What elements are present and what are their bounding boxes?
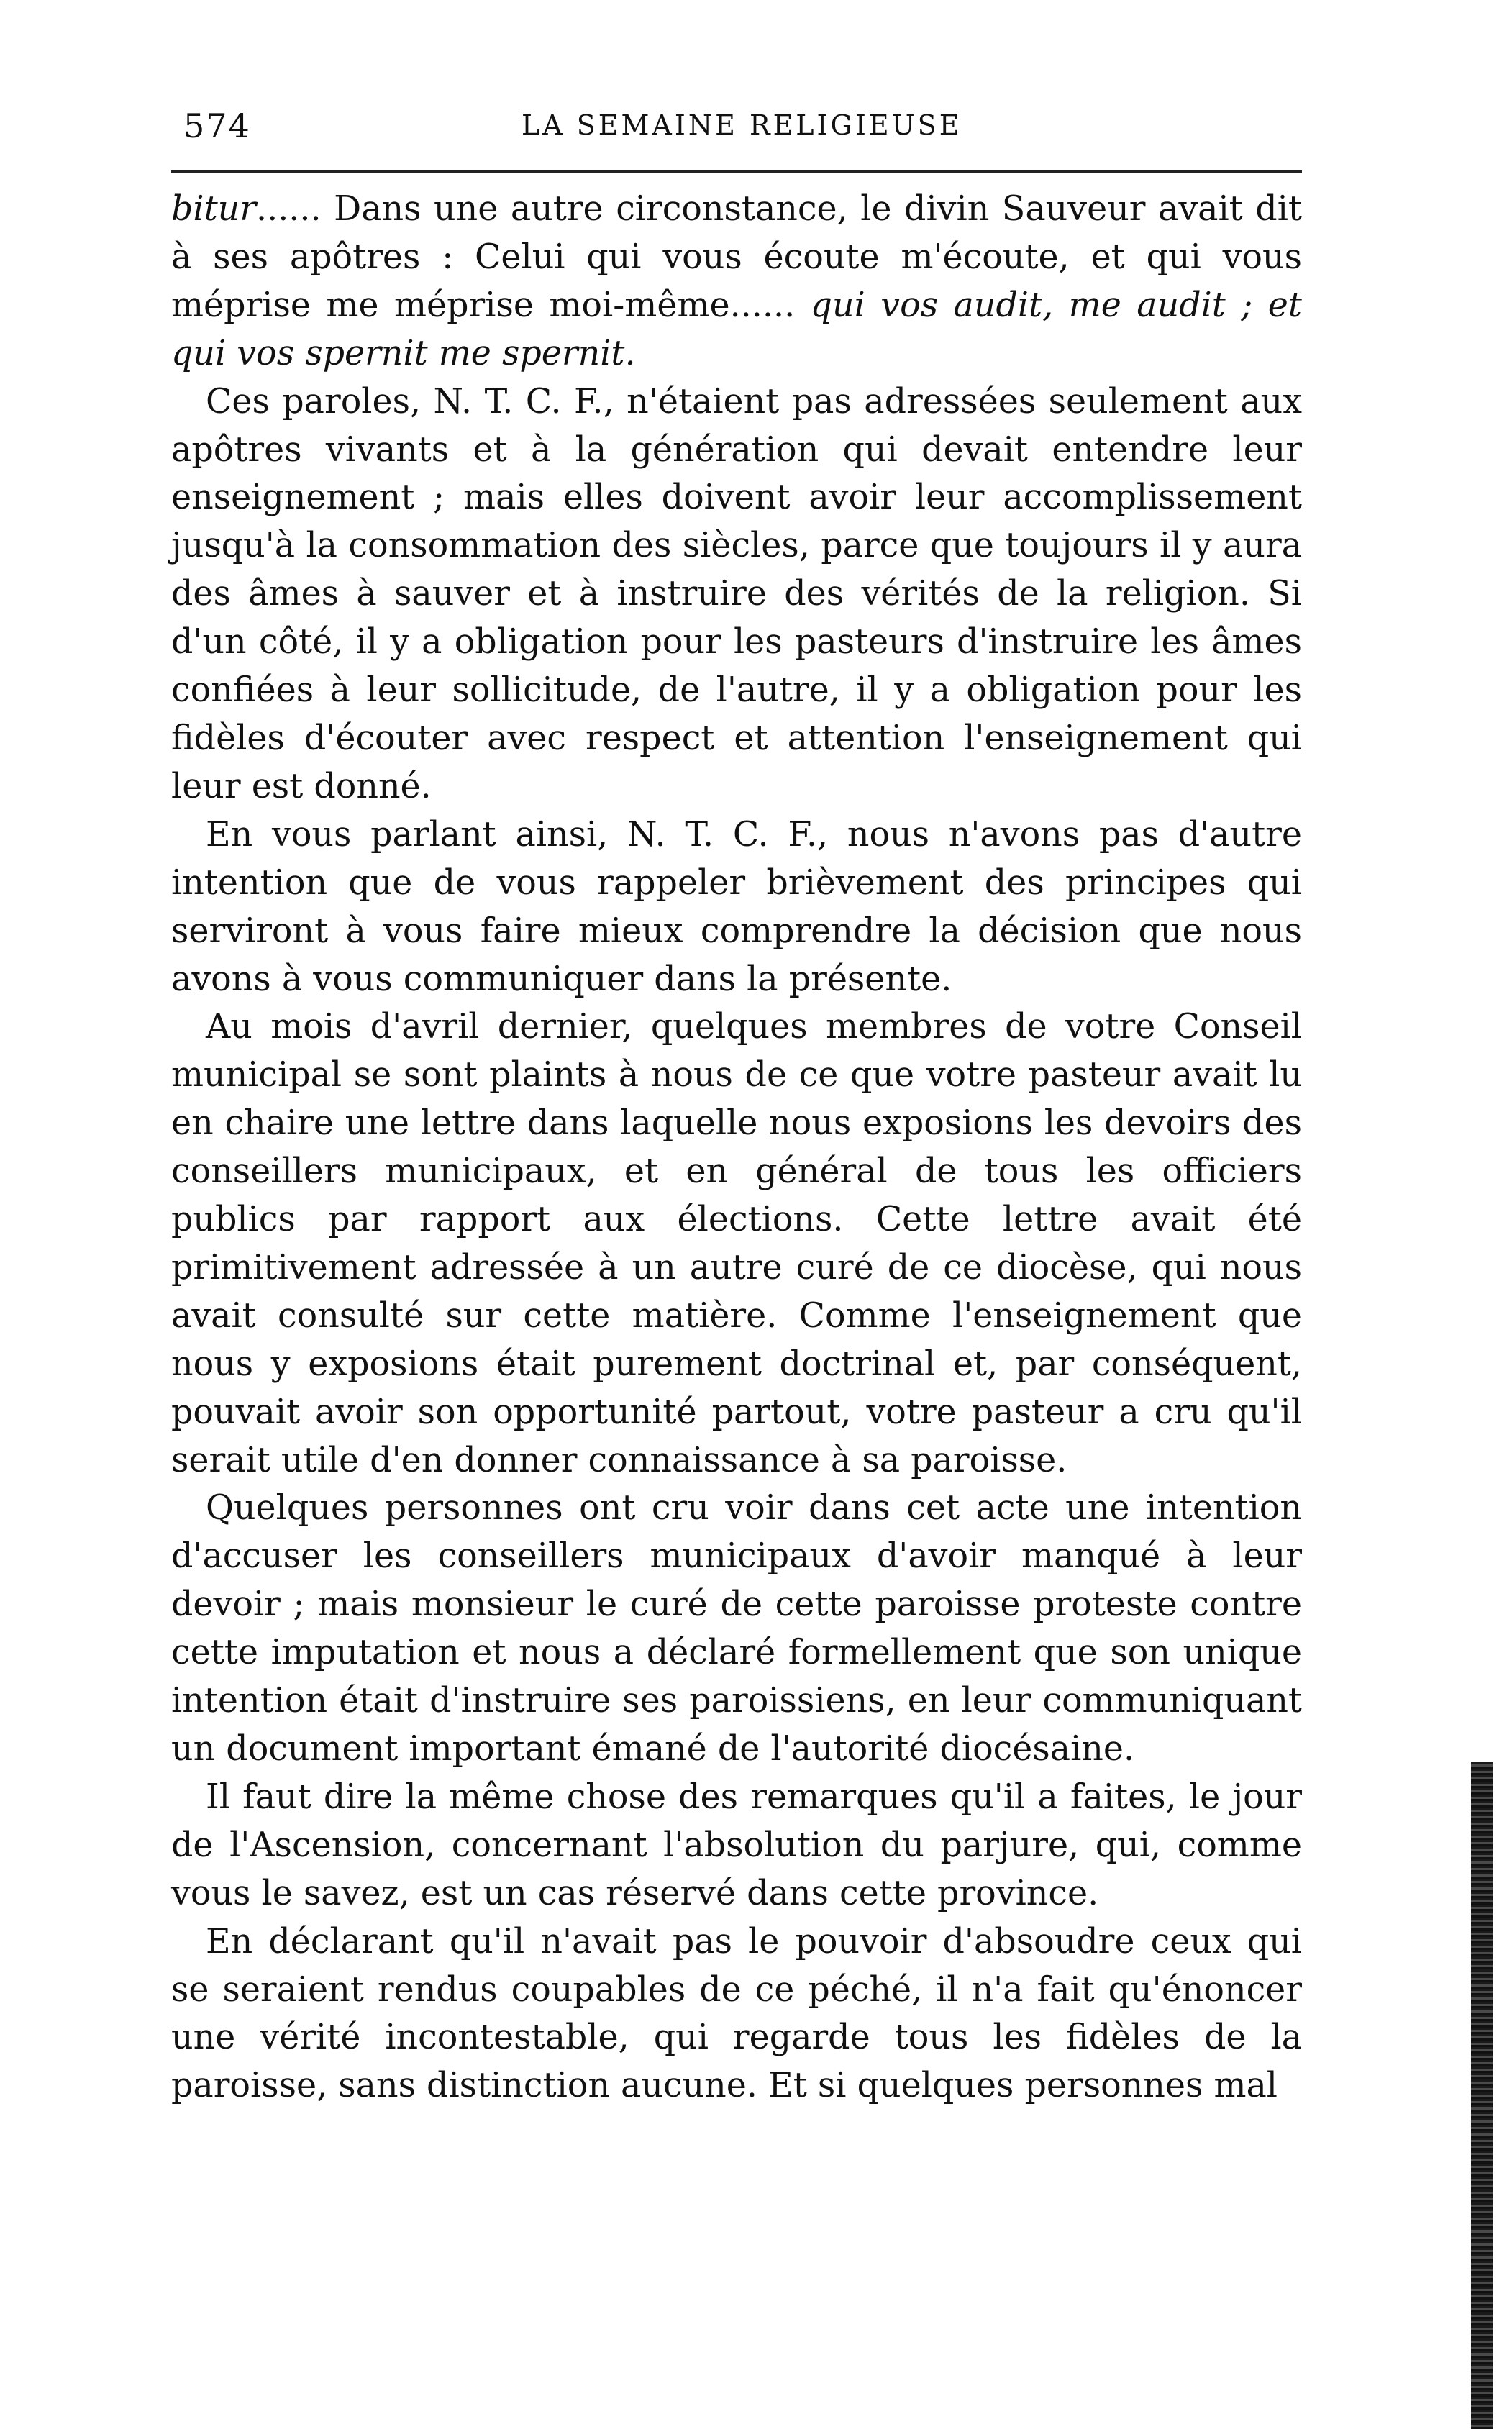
paragraph-p6 xyxy=(171,1774,1302,1918)
page-number: 574 xyxy=(183,106,251,145)
paragraph-p5 xyxy=(171,1485,1302,1773)
paragraph-text: Ces paroles, N. T. C. F., n'étaient pas adressées seulement aux apôtres vivants et à la génération qui devait entendre leur enseignement ; mais elles doivent avoir leur accomplissement jusqu'à la consommation des siècles, parce que toujours il y aura des âmes à sauver et à instruire des vérités de la religion. Si d'un côté, il y a obligation pour les pasteurs d'instruire les âmes confiées à leur sollicitude, de l'autre, il y a obligation pour les fidèles d'écouter avec respect et attention l'enseignement qui leur est donné. xyxy=(171,381,1302,806)
paragraph-p3 xyxy=(171,811,1302,1004)
page-header xyxy=(183,85,1306,157)
running-title: LA SEMAINE RELIGIEUSE xyxy=(522,109,962,141)
paragraph-p1 xyxy=(171,186,1302,378)
paragraph-p4 xyxy=(171,1003,1302,1485)
paragraph-p2 xyxy=(171,378,1302,811)
page-edge-binding xyxy=(1471,1762,1493,2429)
paragraph-p7 xyxy=(171,1918,1302,2111)
header-rule xyxy=(171,170,1302,173)
paragraph-text: ...... Dans une autre circonstance, le divin Sauveur avait dit à ses apôtres : Celui qui vous écoute m'écoute, et qui vous méprise me méprise moi-même...... xyxy=(171,189,1302,325)
latin-quote: bitur xyxy=(171,189,256,229)
paragraph-text: Au mois d'avril dernier, quelques membres de votre Conseil municipal se sont plaints à nous de ce que votre pasteur avait lu en chaire une lettre dans laquelle nous exposions les devoirs des conseillers municipaux, et en général de tous les officiers publics par rapport aux élections. Cette lettre avait été primitivement adressée à un autre curé de ce diocèse, qui nous avait consulté sur cette matière. Comme l'enseignement que nous y exposions était purement doctrinal et, par conséquent, pouvait avoir son opportunité partout, votre pasteur a cru qu'il serait utile d'en donner connaissance à sa paroisse. xyxy=(171,1007,1302,1480)
body-text xyxy=(171,186,1302,2110)
paragraph-text: Quelques personnes ont cru voir dans cet acte une intention d'accuser les conseillers municipaux d'avoir manqué à leur devoir ; mais monsieur le curé de cette paroisse proteste contre cette imputation et nous a déclaré formellement que son unique intention était d'instruire ses paroissiens, en leur communiquant un document important émané de l'autorité diocésaine. xyxy=(171,1488,1302,1769)
latin-quote: qui vos audit, me audit ; et qui vos spernit me spernit. xyxy=(171,285,1302,373)
paragraph-text: Il faut dire la même chose des remarques qu'il a faites, le jour de l'Ascension, concernant l'absolution du parjure, qui, comme vous le savez, est un cas réservé dans cette province. xyxy=(171,1777,1302,1913)
paragraph-text: En vous parlant ainsi, N. T. C. F., nous n'avons pas d'autre intention que de vous rappeler brièvement des principes qui serviront à vous faire mieux comprendre la décision que nous avons à vous communiquer dans la présente. xyxy=(171,814,1302,999)
paragraph-text: En déclarant qu'il n'avait pas le pouvoir d'absoudre ceux qui se seraient rendus coupables de ce péché, il n'a fait qu'énoncer une vérité incontestable, qui regarde tous les fidèles de la paroisse, sans distinction aucune. Et si quelques personnes mal xyxy=(171,1921,1302,2106)
